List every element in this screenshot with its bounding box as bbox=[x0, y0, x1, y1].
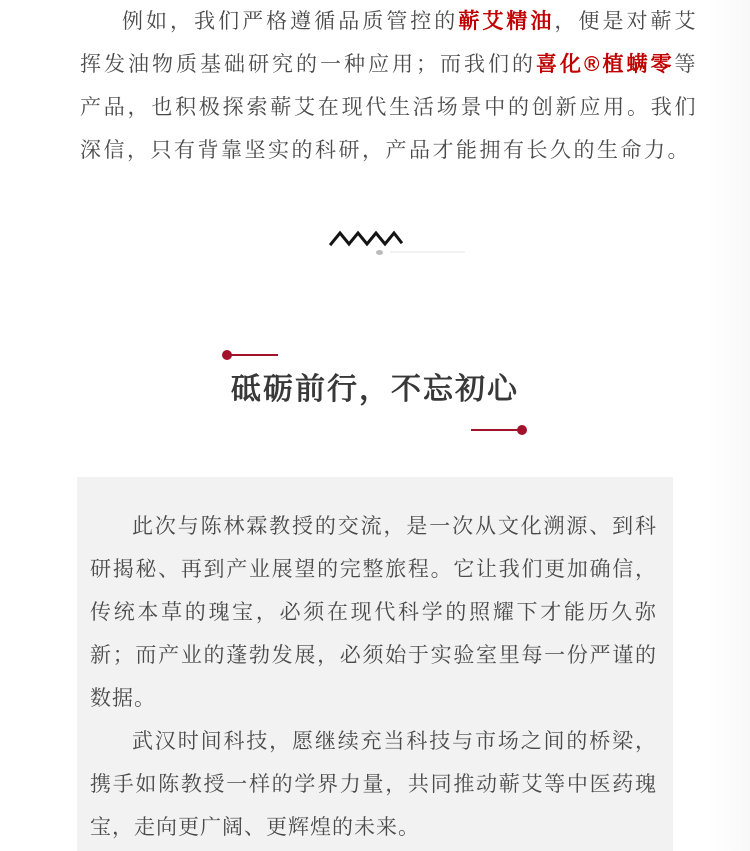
page-right-shade bbox=[708, 0, 750, 851]
red-line bbox=[471, 429, 518, 431]
red-dot-icon bbox=[517, 425, 527, 435]
zigzag-shadow-artifact bbox=[376, 250, 383, 255]
section-heading-decoration-top bbox=[222, 350, 277, 360]
section-heading-decoration-bottom bbox=[472, 425, 527, 435]
intro-text-segment: 等产品，也积极探索蕲艾在现代生活场景中的创新应用。我们深信，只有背靠坚实的科研，产品才能拥有长久的生命力。 bbox=[80, 53, 698, 162]
section-heading: 砥砺前行，不忘初心 bbox=[231, 373, 519, 406]
intro-paragraph bbox=[80, 0, 698, 172]
product-name-highlight: 蕲艾精油 bbox=[458, 10, 555, 33]
zigzag-shadow-streak bbox=[390, 251, 465, 253]
intro-text-segment: 例如，我们严格遵循品质管控的 bbox=[122, 10, 459, 33]
red-line bbox=[231, 354, 278, 356]
summary-paragraph: 此次与陈林霖教授的交流，是一次从文化溯源、到科研揭秘、再到产业展望的完整旅程。它让我们更加确信，传统本草的瑰宝，必须在现代科学的照耀下才能历久弥新；而产业的蓬勃发展，必须始于实验室里每一份严谨的数据。 bbox=[90, 515, 657, 710]
summary-box bbox=[77, 477, 673, 851]
intro-text-segment: ，便是对蕲艾挥发油物质基础研究的一种应用；而我们的 bbox=[80, 10, 699, 76]
summary-paragraph: 武汉时间科技，愿继续充当科技与市场之间的桥梁，携手如陈教授一样的学界力量，共同推动蕲艾等中医药瑰宝，走向更广阔、更辉煌的未来。 bbox=[90, 730, 657, 839]
zigzag-divider-icon bbox=[329, 229, 403, 247]
product-name-highlight: 喜化®植螨零 bbox=[536, 53, 675, 76]
